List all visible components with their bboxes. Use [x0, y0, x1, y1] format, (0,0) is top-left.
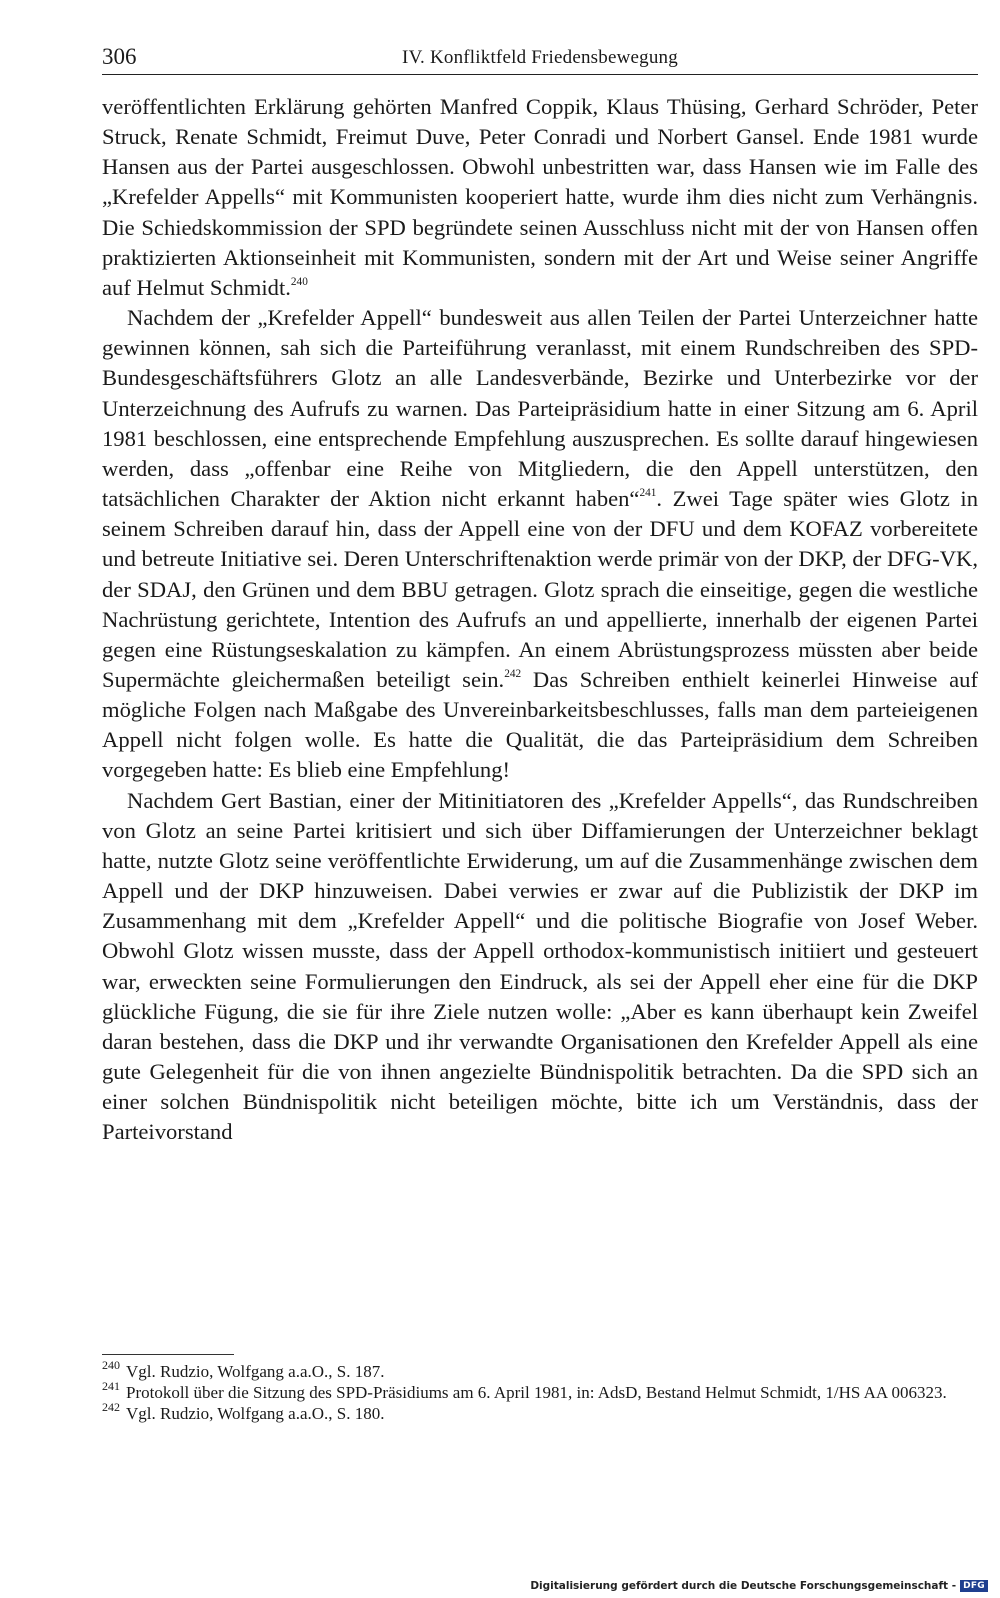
footnote-240	[102, 1358, 978, 1382]
paragraph-3-text: Nachdem Gert Bastian, einer der Mitinitiatoren des „Krefelder Appells“, das Rundschreiben von Glotz an seine Partei kritisiert und sich über Diffamierungen der Unterzeichner beklagt hatte, nutzte Glotz seine veröffentlichte Erwiderung, um auf die Zusammenhänge zwischen dem Appell und der DKP hinzuweisen. Dabei verwies er zwar auf die Publizistik der DKP im Zusammenhang mit dem „Krefelder Appell“ und die politische Biografie von Josef Weber. Obwohl Glotz wissen musste, dass der Appell orthodox-kommunistisch initiiert und gesteuert war, erweckten seine Formulierungen den Eindruck, als sei der Appell eher eine für die DKP glückliche Fügung, die sie für ihre Ziele nutzen wolle: „Aber es kann überhaupt kein Zweifel daran bestehen, dass die DKP und ihr verwandte Organisationen den Krefelder Appell als eine gute Gelegenheit für die von ihnen angezielte Bündnispolitik betrachten. Da die SPD sich an einer solchen Bündnispolitik nicht beteiligen möchte, bitte ich um Verständnis, dass der Parteivorstand	[102, 787, 978, 1145]
paragraph-2	[102, 303, 978, 786]
footnote-number: 241	[102, 1379, 120, 1393]
paragraph-2-text-a: Nachdem der „Krefelder Appell“ bundesweit aus allen Teilen der Partei Unterzeichner hatte gewinnen können, sah sich die Parteiführung veranlasst, mit einem Rundschreiben des SPD-Bundesgeschäftsführers Glotz an alle Landesverbände, Bezirke und Unterbezirke vor der Unterzeichnung des Aufrufs zu warnen. Das Parteipräsidium hatte in einer Sitzung am 6. April 1981 beschlossen, eine entsprechende Empfehlung auszusprechen. Es sollte darauf hingewiesen werden, dass „offenbar eine Reihe von Mitgliedern, die den Appell unterstützen, den tatsächlichen Charakter der Aktion nicht erkannt haben“	[102, 305, 978, 512]
footnote-242	[102, 1400, 978, 1424]
page-header	[102, 44, 978, 75]
footnote-number: 242	[102, 1400, 120, 1414]
footnote-number: 240	[102, 1358, 120, 1372]
footnote-ref-241[interactable]: 241	[639, 486, 657, 499]
paragraph-2-text-b: . Zwei Tage später wies Glotz in seinem Schreiben darauf hin, dass der Appell eine von der DFU und dem KOFAZ vorbereitete und betreute Initiative sei. Deren Unterschriftenaktion werde primär von der DKP, der DFG-VK, der SDAJ, den Grünen und dem BBU getragen. Glotz sprach die einseitige, gegen die westliche Nachrüstung gerichtete, Intention des Aufrufs an und appellierte, innerhalb der eigenen Partei gegen eine Rüstungseskalation zu kämpfen. An einem Abrüstungsprozess müssten aber beide Supermächte gleichermaßen beteiligt sein.	[102, 486, 978, 692]
running-head: IV. Konfliktfeld Friedensbewegung	[402, 47, 678, 68]
digitization-credit	[530, 1578, 988, 1594]
paragraph-2-text-c: Das Schreiben enthielt keinerlei Hinweise auf mögliche Folgen nach Maßgabe des Unvereinbarkeitsbeschlusses, falls man dem parteieigenen Appell nicht folgen wolle. Es hatte die Qualität, die das Parteipräsidium dem Schreiben vorgegeben hatte: Es blieb eine Empfehlung!	[102, 666, 978, 783]
footnote-text: Vgl. Rudzio, Wolfgang a.a.O., S. 180.	[126, 1404, 385, 1423]
footnote-241	[102, 1379, 978, 1403]
page-number: 306	[102, 44, 137, 69]
dfg-logo-icon: DFG	[960, 1580, 988, 1592]
paragraph-1-text: veröffentlichten Erklärung gehörten Manfred Coppik, Klaus Thüsing, Gerhard Schröder, Peter Struck, Renate Schmidt, Freimut Duve, Peter Conradi und Norbert Gansel. Ende 1981 wurde Hansen aus der Partei ausgeschlossen. Obwohl unbestritten war, dass Hansen wie im Falle des „Krefelder Appells“ mit Kommunisten kooperiert hatte, wurde ihm dies nicht zum Verhängnis. Die Schiedskommission der SPD begründete seinen Ausschluss nicht mit der von Hansen offen praktizierten Aktionseinheit mit Kommunisten, sondern mit der Art und Weise seiner Angriffe auf Helmut Schmidt.	[102, 94, 978, 300]
footnote-ref-240[interactable]: 240	[290, 275, 308, 288]
footnote-text: Vgl. Rudzio, Wolfgang a.a.O., S. 187.	[126, 1362, 385, 1381]
footnote-ref-242[interactable]: 242	[504, 667, 522, 680]
footnote-divider	[102, 1354, 234, 1355]
credit-text: Digitalisierung gefördert durch die Deutsche Forschungsgemeinschaft -	[530, 1580, 957, 1592]
main-text	[102, 92, 978, 1147]
footnote-text: Protokoll über die Sitzung des SPD-Präsidiums am 6. April 1981, in: AdsD, Bestand Helmut Schmidt, 1/HS AA 006323.	[126, 1383, 947, 1402]
paragraph-3	[102, 786, 978, 1148]
paragraph-1	[102, 92, 978, 303]
footnotes	[102, 1358, 978, 1424]
